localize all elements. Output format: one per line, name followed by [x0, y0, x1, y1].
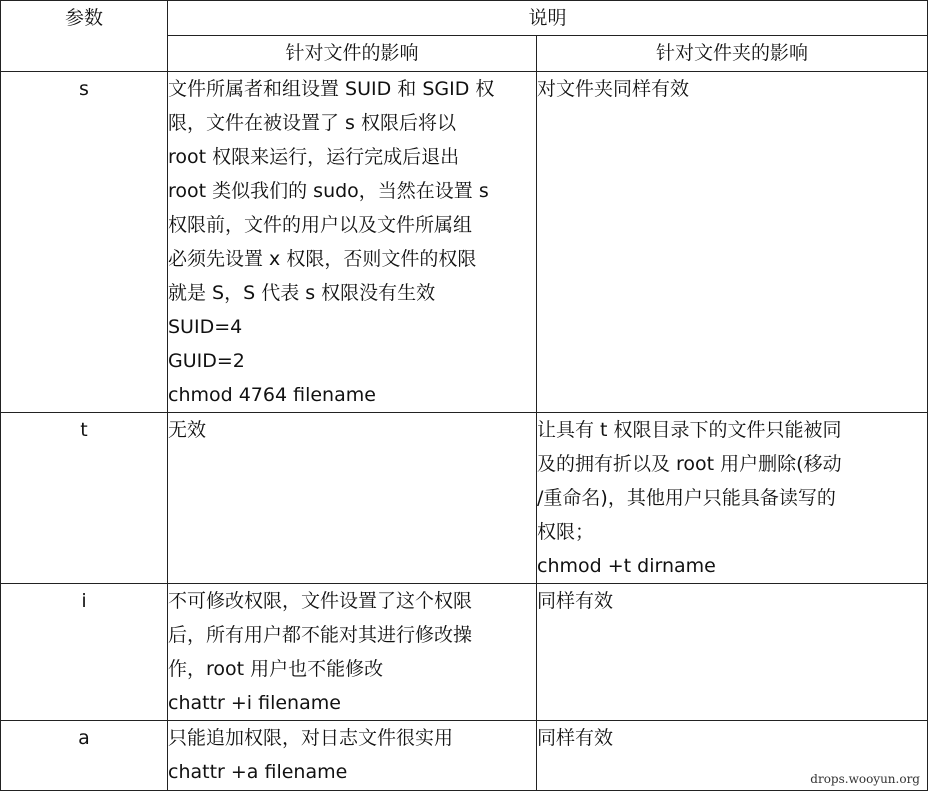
dir-effect-cell — [537, 413, 928, 584]
param-cell: s — [1, 72, 168, 413]
watermark: drops.wooyun.org — [810, 772, 920, 786]
file-effect-cell — [168, 72, 537, 413]
header-file-effect: 针对文件的影响 — [168, 36, 537, 72]
text-line: 只能追加权限，对日志文件很实用 — [168, 727, 454, 749]
text-line: 无效 — [168, 419, 207, 441]
text-line: GUID=2 — [168, 350, 245, 372]
file-effect-cell — [168, 584, 537, 721]
param-cell: t — [1, 413, 168, 584]
text-line: 同样有效 — [537, 727, 614, 749]
text-line: 对文件夹同样有效 — [537, 78, 690, 100]
table-row-a — [1, 721, 928, 791]
text-line: 就是 S，S 代表 s 权限没有生效 — [168, 282, 436, 304]
param-cell: i — [1, 584, 168, 721]
text-line: 权限前，文件的用户以及文件所属组 — [168, 214, 473, 236]
text-line: /重命名)，其他用户只能具备读写的 — [537, 487, 836, 509]
text-line: 必须先设置 x 权限，否则文件的权限 — [168, 248, 477, 270]
header-param: 参数 — [1, 1, 168, 72]
table-row-s — [1, 72, 928, 413]
text-line: 同样有效 — [537, 590, 614, 612]
text-line: root 权限来运行，运行完成后退出 — [168, 146, 460, 168]
text-line: chmod 4764 filename — [168, 384, 376, 406]
text-line: chattr +a filename — [168, 761, 348, 783]
dir-effect-cell — [537, 72, 928, 413]
text-line: 权限； — [537, 521, 595, 543]
text-line: chmod +t dirname — [537, 555, 716, 577]
text-line: 让具有 t 权限目录下的文件只能被同 — [537, 419, 842, 441]
text-line: 后，所有用户都不能对其进行修改操 — [168, 624, 473, 646]
text-line: root 类似我们的 sudo，当然在设置 s — [168, 180, 489, 202]
text-line: 不可修改权限，文件设置了这个权限 — [168, 590, 473, 612]
header-row — [1, 1, 928, 36]
text-line: 限，文件在被设置了 s 权限后将以 — [168, 112, 456, 134]
table-row-i — [1, 584, 928, 721]
text-line: 及的拥有折以及 root 用户删除(移动 — [537, 453, 842, 475]
header-dir-effect: 针对文件夹的影响 — [537, 36, 928, 72]
file-effect-cell — [168, 413, 537, 584]
dir-effect-cell — [537, 584, 928, 721]
text-line: chattr +i filename — [168, 692, 341, 714]
table-row-t — [1, 413, 928, 584]
text-line: 文件所属者和组设置 SUID 和 SGID 权 — [168, 78, 495, 100]
header-description: 说明 — [168, 1, 928, 36]
param-cell: a — [1, 721, 168, 791]
text-line: SUID=4 — [168, 316, 243, 338]
text-line: 作，root 用户也不能修改 — [168, 658, 384, 680]
file-effect-cell — [168, 721, 537, 791]
